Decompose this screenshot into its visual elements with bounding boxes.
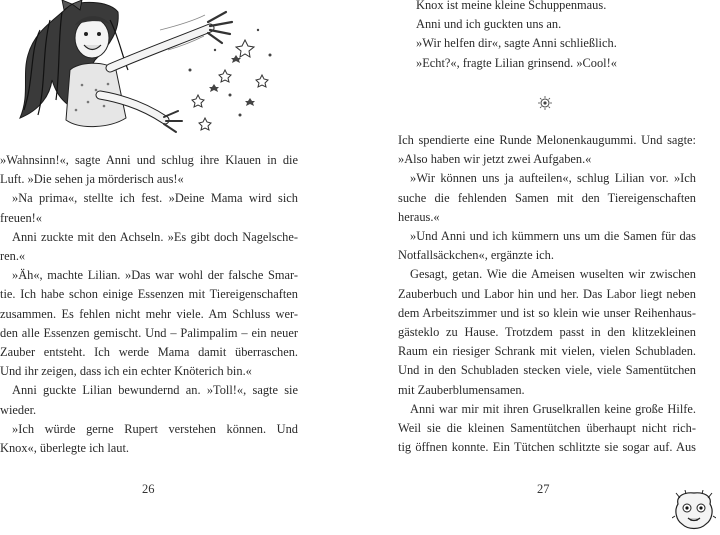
right-page <box>360 0 720 535</box>
right-top-text-block <box>404 0 720 73</box>
text-line: »Wir können uns ja aufteilen«, schlug Lilian vor. »Ich <box>410 171 696 186</box>
text-line: Ich spendierte eine Runde Melonenkaugummi. Und sagte: <box>398 133 696 147</box>
text-line: »Na prima«, stellte ich fest. »Deine Mama wird sich <box>12 191 298 206</box>
text-line: Anni guckte Lilian bewundernd an. »Toll!«, sagte sie <box>12 383 298 398</box>
creature-icon <box>672 490 716 532</box>
text-line: heraus.« <box>398 209 440 224</box>
text-line: Zauberbuch und Labor hin und her. Das Labor liegt neben <box>398 286 696 301</box>
text-line: Anni zuckte mit den Achseln. »Es gibt doch Nagelsche- <box>12 229 298 244</box>
text-line: tie. Ich habe schon einige Essenzen mit Tiereigenschaften <box>0 287 298 302</box>
text-line: dem Arbeitszimmer und ist so klein wie unser Reihenhaus- <box>398 305 696 320</box>
left-text-block <box>0 151 298 458</box>
text-line: zusammen. Es fehlen nicht mehr viele. Am Schluss wer- <box>0 306 298 321</box>
text-line: Weil sie die kleinen Samentütchen überhaupt nicht rich- <box>398 421 696 436</box>
text-line: »Wir helfen dir«, sagte Anni schließlich. <box>416 36 617 51</box>
text-line: »Wahnsinn!«, sagte Anni und schlug ihre Klauen in die <box>0 153 298 167</box>
text-line: »Echt?«, fragte Lilian grinsend. »Cool!« <box>416 55 617 70</box>
text-line: »Und Anni und ich kümmern uns um die Samen für das <box>410 229 696 244</box>
text-line: Notfallsäckchen«, ergänzte ich. <box>398 248 554 263</box>
text-line: freuen!« <box>0 210 42 225</box>
text-line: Knox ist meine kleine Schuppenmaus. <box>416 0 607 12</box>
text-line: ren.« <box>0 249 26 264</box>
text-line: suche die fehlenden Samen mit den Tiereigenschaften <box>398 190 696 205</box>
right-text-block <box>398 131 696 457</box>
page-number-right: 27 <box>537 482 550 496</box>
text-line: Knox«, überlegte ich laut. <box>0 441 130 456</box>
girl-illustration <box>0 0 300 140</box>
text-line: tig öffnen konnte. Ein Tütchen schlitzte sie sogar auf. Aus <box>398 440 696 455</box>
text-line: Zauber entsteht. Ich werde Mama damit überraschen. <box>0 345 298 360</box>
text-line: mit Zauberblumensamen. <box>398 382 525 397</box>
text-line: Luft. »Die sehen ja mörderisch aus!« <box>0 172 184 187</box>
text-line: den alle Essenzen gemischt. Und – Palimpalim – ein neuer <box>0 325 298 340</box>
text-line: Und in den Schubladen stecken viele, viele Samentütchen <box>398 363 696 378</box>
text-line: »Also haben wir jetzt zwei Aufgaben.« <box>398 152 592 167</box>
text-line: wieder. <box>0 402 37 417</box>
text-line: Und ihr zeigen, dass ich ein echter Knöterich bin.« <box>0 364 252 379</box>
text-line: Raum ein riesiger Schrank mit vielen, vielen Schubladen. <box>398 344 696 359</box>
text-line: gästeklo zu Hause. Trotzdem passt in den klitzekleinen <box>398 325 696 340</box>
page-number-left: 26 <box>142 482 155 496</box>
text-line: »Äh«, machte Lilian. »Das war wohl der falsche Smar- <box>12 268 298 283</box>
text-line: Gesagt, getan. Wie die Ameisen wuselten wir zwischen <box>410 267 696 282</box>
text-line: Anni war mir mit ihren Gruselkrallen keine große Hilfe. <box>410 401 696 416</box>
ornament-icon <box>538 96 552 110</box>
text-line: Anni und ich guckten uns an. <box>416 17 562 32</box>
text-line: »Ich würde gerne Rupert verstehen können. Und <box>12 421 298 436</box>
